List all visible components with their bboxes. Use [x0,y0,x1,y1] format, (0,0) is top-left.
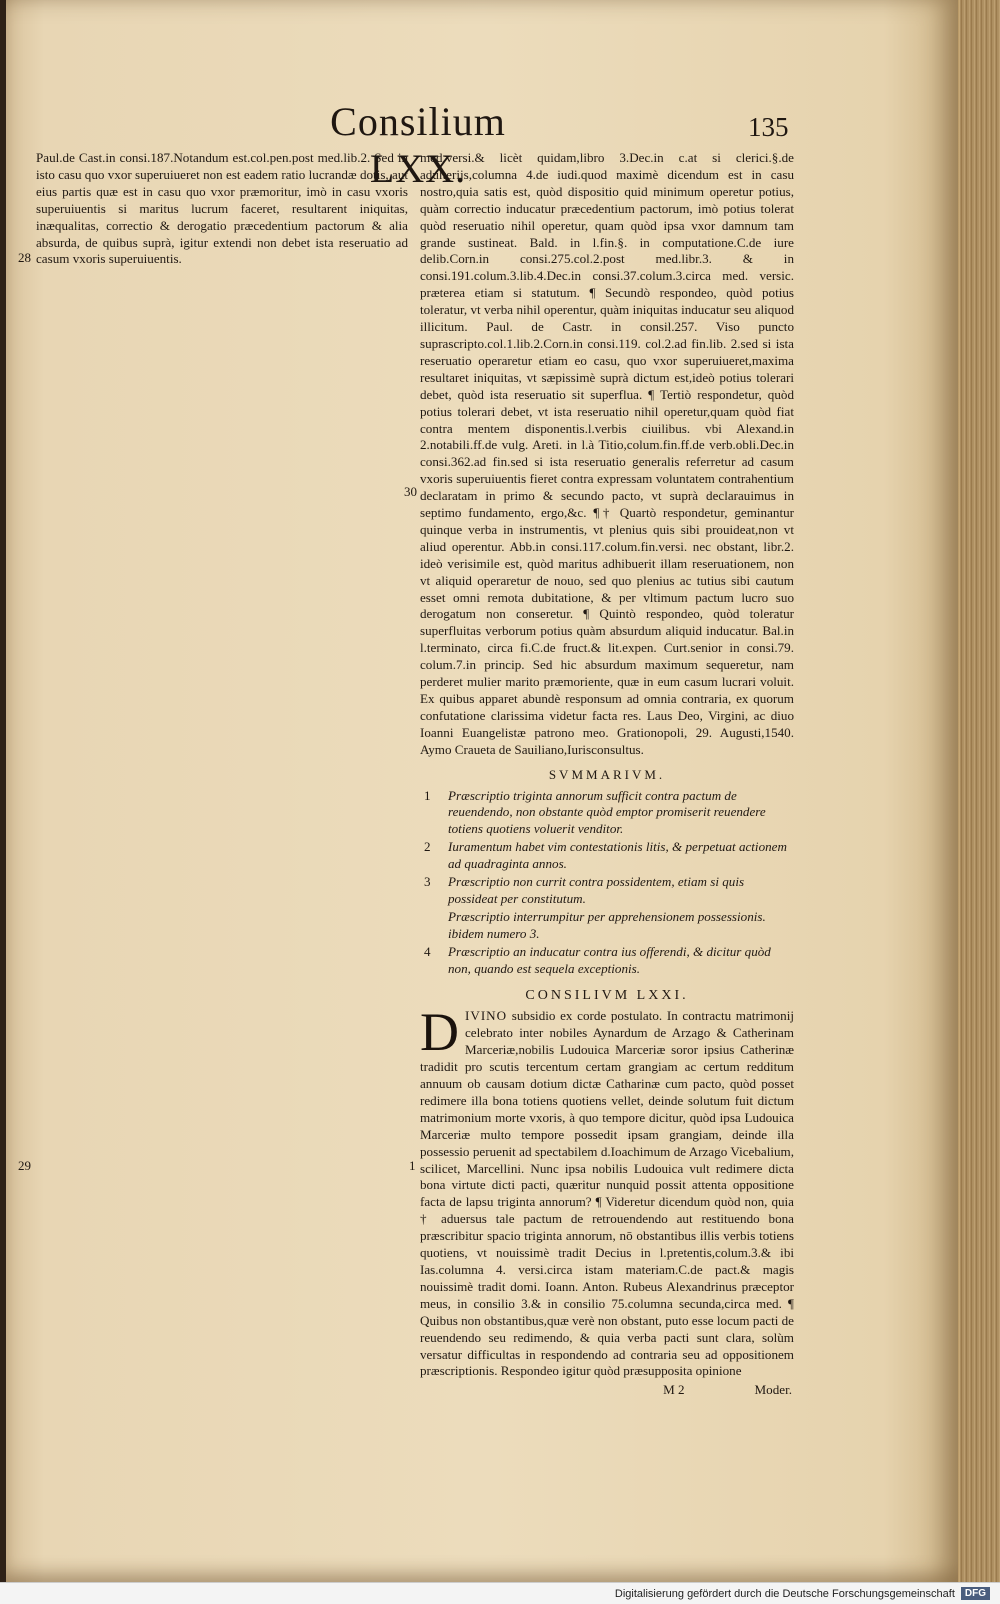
consilium-lxxi-text: subsidio ex corde postulato. In contractu matrimonij celebrato inter nobiles Aynardum de Arzago & Catherinam Marceriæ,nobilis Ludouica Marceriæ soror ipsius Catherinæ tradidit pro scutis tercentum certam grangiam ac certum redditum annuum ob causam dotium dictæ Catharinæ cum pacto, quòd posset redimere illa bona totiens quotiens vellet, deinde solutum fuit dictum matrimonium morte vxoris, à quo tempore dicitur, quòd ipsa Ludouica Marceriæ multo tempore possedit ipsam grangiam, deinde illa possessio peruenit ad spectabilem d.Ioachimum de Arzago Vicebalium, scilicet, Marcellini. Nunc ipsa nobilis Ludouica vult redimere dicta bona virtute dicti pacti, quæritur nunquid possit attenta oppositione facta de lapsu triginta annorum? ¶ Videretur dicendum quòd non, quia † aduersus tale pactum de retrouendendo aut restituendo bona præscribitur spacio triginta annorum, nō obstantibus illis verbis totiens quotiens, vt nouissimè tradit Decius in l.pretentis,colum.3.& ibi Ias.columna 4. versi.circa istam materiam.C.de pact.& magis nouissimè tradit domi. Ioann. Anton. Rubeus Alexandrinus præceptor meus, in consilio 3.& in consilio 75.columna secunda,circa med. ¶ Quibus non obstantibus,quæ verè non obstant, puto esse locum pacti de reuendendo seu redimendo, & quia verba pacti sunt clara, solùm versatur difficultas in respondendo ad contraria seu ad oppositionem præscriptionis. Respondeo igitur quòd præsupposita opinione [420,1008,794,1379]
summarium-item-number: 4 [424,943,431,959]
summarium-item [420,839,794,873]
page-number: 135 [748,112,789,142]
consilium-lxxi-body [420,1002,794,1380]
right-text-column [420,150,794,1399]
summarium-item-text: Iuramentum habet vim contestationis litis, & perpetuat actionem ad quadraginta annos. [448,839,787,872]
summarium-item-text: Præscriptio triginta annorum sufficit contra pactum de reuendendo, non obstante quòd emptor promiserit reuendere totiens quotiens voluerit venditor. [448,787,766,837]
summarium-item [420,874,794,908]
drop-cap-letter: D [420,1002,459,1063]
summarium-item-number: 2 [424,839,431,855]
digitization-footer [0,1582,1000,1604]
summarium-item [420,909,794,943]
summarium-item-text: Præscriptio interrumpitur per apprehensionem possessionis. ibidem numero 3. [448,908,766,941]
opening-word: IVINO [465,1008,508,1024]
summarium-item [420,944,794,978]
summarium-item-number [420,909,448,943]
margin-number-1: 1 [409,1158,416,1173]
footer-text: Digitalisierung gefördert durch die Deutsche Forschungsgemeinschaft [614,1587,955,1600]
left-column-text: Paul.de Cast.in consi.187.Notandum est.col.pen.post med.lib.2. Sed in isto casu quo vxor superuiueret non est eadem ratio lucrandæ dotis, aut eius partis quæ est in casu quo vxor præmoritur, imò in casu vxoris superuiuentis si maritus lucrum faceret, resultarent iniquitas, inæqualitas, correctio & derogatio præcedentium pactorum & alia absurda, de quibus suprà, igitur extendi non debet ista reseruatio ad casum vxoris superuiuentis. [36,150,408,267]
page-catchwords [420,1382,794,1399]
summarium-item-text: Præscriptio an inducatur contra ius offerendi, & dicitur quòd non, quando est sequela exceptionis. [448,943,771,976]
book-page-edges [958,0,1000,1582]
book-page [6,0,960,1582]
right-column-text: med.versi.& licèt quidam,libro 3.Dec.in c.at si clerici.§.de adulterijs,columna 4.de iudi.quod maximè dicendum est in casu nostro,quia satis est, quòd dispositio quid minimum operetur potius, quàm correctio inducatur præcedentium pactorum, imò potius tolerat quòd reseruatio nihil operetur, quam quòd ipsa vxor damnum tam grande sustineat. Bald. in l.fin.§. in computatione.C.de iure delib.Corn.in consi.275.col.2.post med.libr.3. & in consi.191.colum.3.lib.4.Dec.in consi.37.colum.3.circa med. versic. præterea etiam si statutum. ¶ Secundò respondeo, quòd potius toleratur, vt verba nihil operentur, quàm iniquitas inducatur seu aliquod illicitum. Paul. de Castr. in consil.257. Viso puncto suprascripto.col.1.lib.2.Corn.in consi.119. col.2.ad fin.lib. 2.sed si ista reseruatio operaretur etiam eo casu, quo vxor superuiueret,maxima resultaret iniquitas, vt sæpissimè suprà dictum est,ideò potius tolerari debet, quòd ista reseruatio sit superflua. ¶ Tertiò respondetur, quòd potius tolerari debet, vt ista reseruatio nihil operetur,quam quòd fiat contra mentem disponentis.l.verbis ciuilibus. vbi Alexand.in 2.notabili.ff.de vulg. Areti. in l.à Titio,colum.fin.ff.de verb.obli.Dec.in consi.362.ad fin.sed si ista reseruatio generalis referretur ad casum vxoris superuiuentis fieret contra expressam voluntatem contrahentium declaratam in primo & secundo pacto, vt suprà declarauimus in septimo fundamento, ergo,&c. ¶† Quartò respondetur, geminantur quinque verba in instrumentis, vt plenius quis sibi prouideat,non vt aliud operentur. Abb.in consi.117.colum.fin.versi. nec obstant, libr.2. ideò verisimile est, quòd maritus adhibuerit illam reseruationem, non vt aliquid operaretur de nouo, sed quo plenius ac tutius sibi cautum esset omni remota dubitatione, & per vltimum pactum lucro suo derogatum non conseretur. ¶ Quintò respondeo, quòd toleratur superfluitas verborum potius quàm absurdum aliquid inducatur. Bal.in l.terminato, circa fi.C.de fruct.& lit.expen. Curt.senior in consi.79. colum.7.in princip. Sed hic absurdum maximum sequeretur, nam perderet mulier marito præmoriente, quæ in eum casum lucrari voluit. Ex quibus apparet abundè responsum ad omnia contraria, ex quorum confutatione clarissima videtur facta res. Laus Deo, Virgini, ac diuo Ioanni Euangelistæ patrono meo. Grationopoli, 29. Augusti,1540. Aymo Craueta de Sauiliano,Iurisconsultus. [420,150,794,757]
summarium-item-number: 3 [424,874,431,890]
summarium-item [420,788,794,839]
margin-number-28: 28 [18,250,31,265]
summarium-heading: SVMMARIVM. [548,766,666,782]
margin-number-29: 29 [18,1158,31,1173]
summarium-item-text: Præscriptio non currit contra possidentem, etiam si quis possideat per constitutum. [448,874,745,906]
margin-number-30: 30 [404,484,417,499]
consilium-lxxi-heading: CONSILIVM LXXI. [525,987,689,1003]
dfg-logo: DFG [961,1587,990,1600]
catchword: Moder. [754,1382,792,1398]
signature-mark: M 2 [663,1382,685,1398]
page-title: Consilium LXX. [330,99,506,191]
summarium-item-number: 1 [424,787,431,803]
left-text-column [36,150,408,268]
